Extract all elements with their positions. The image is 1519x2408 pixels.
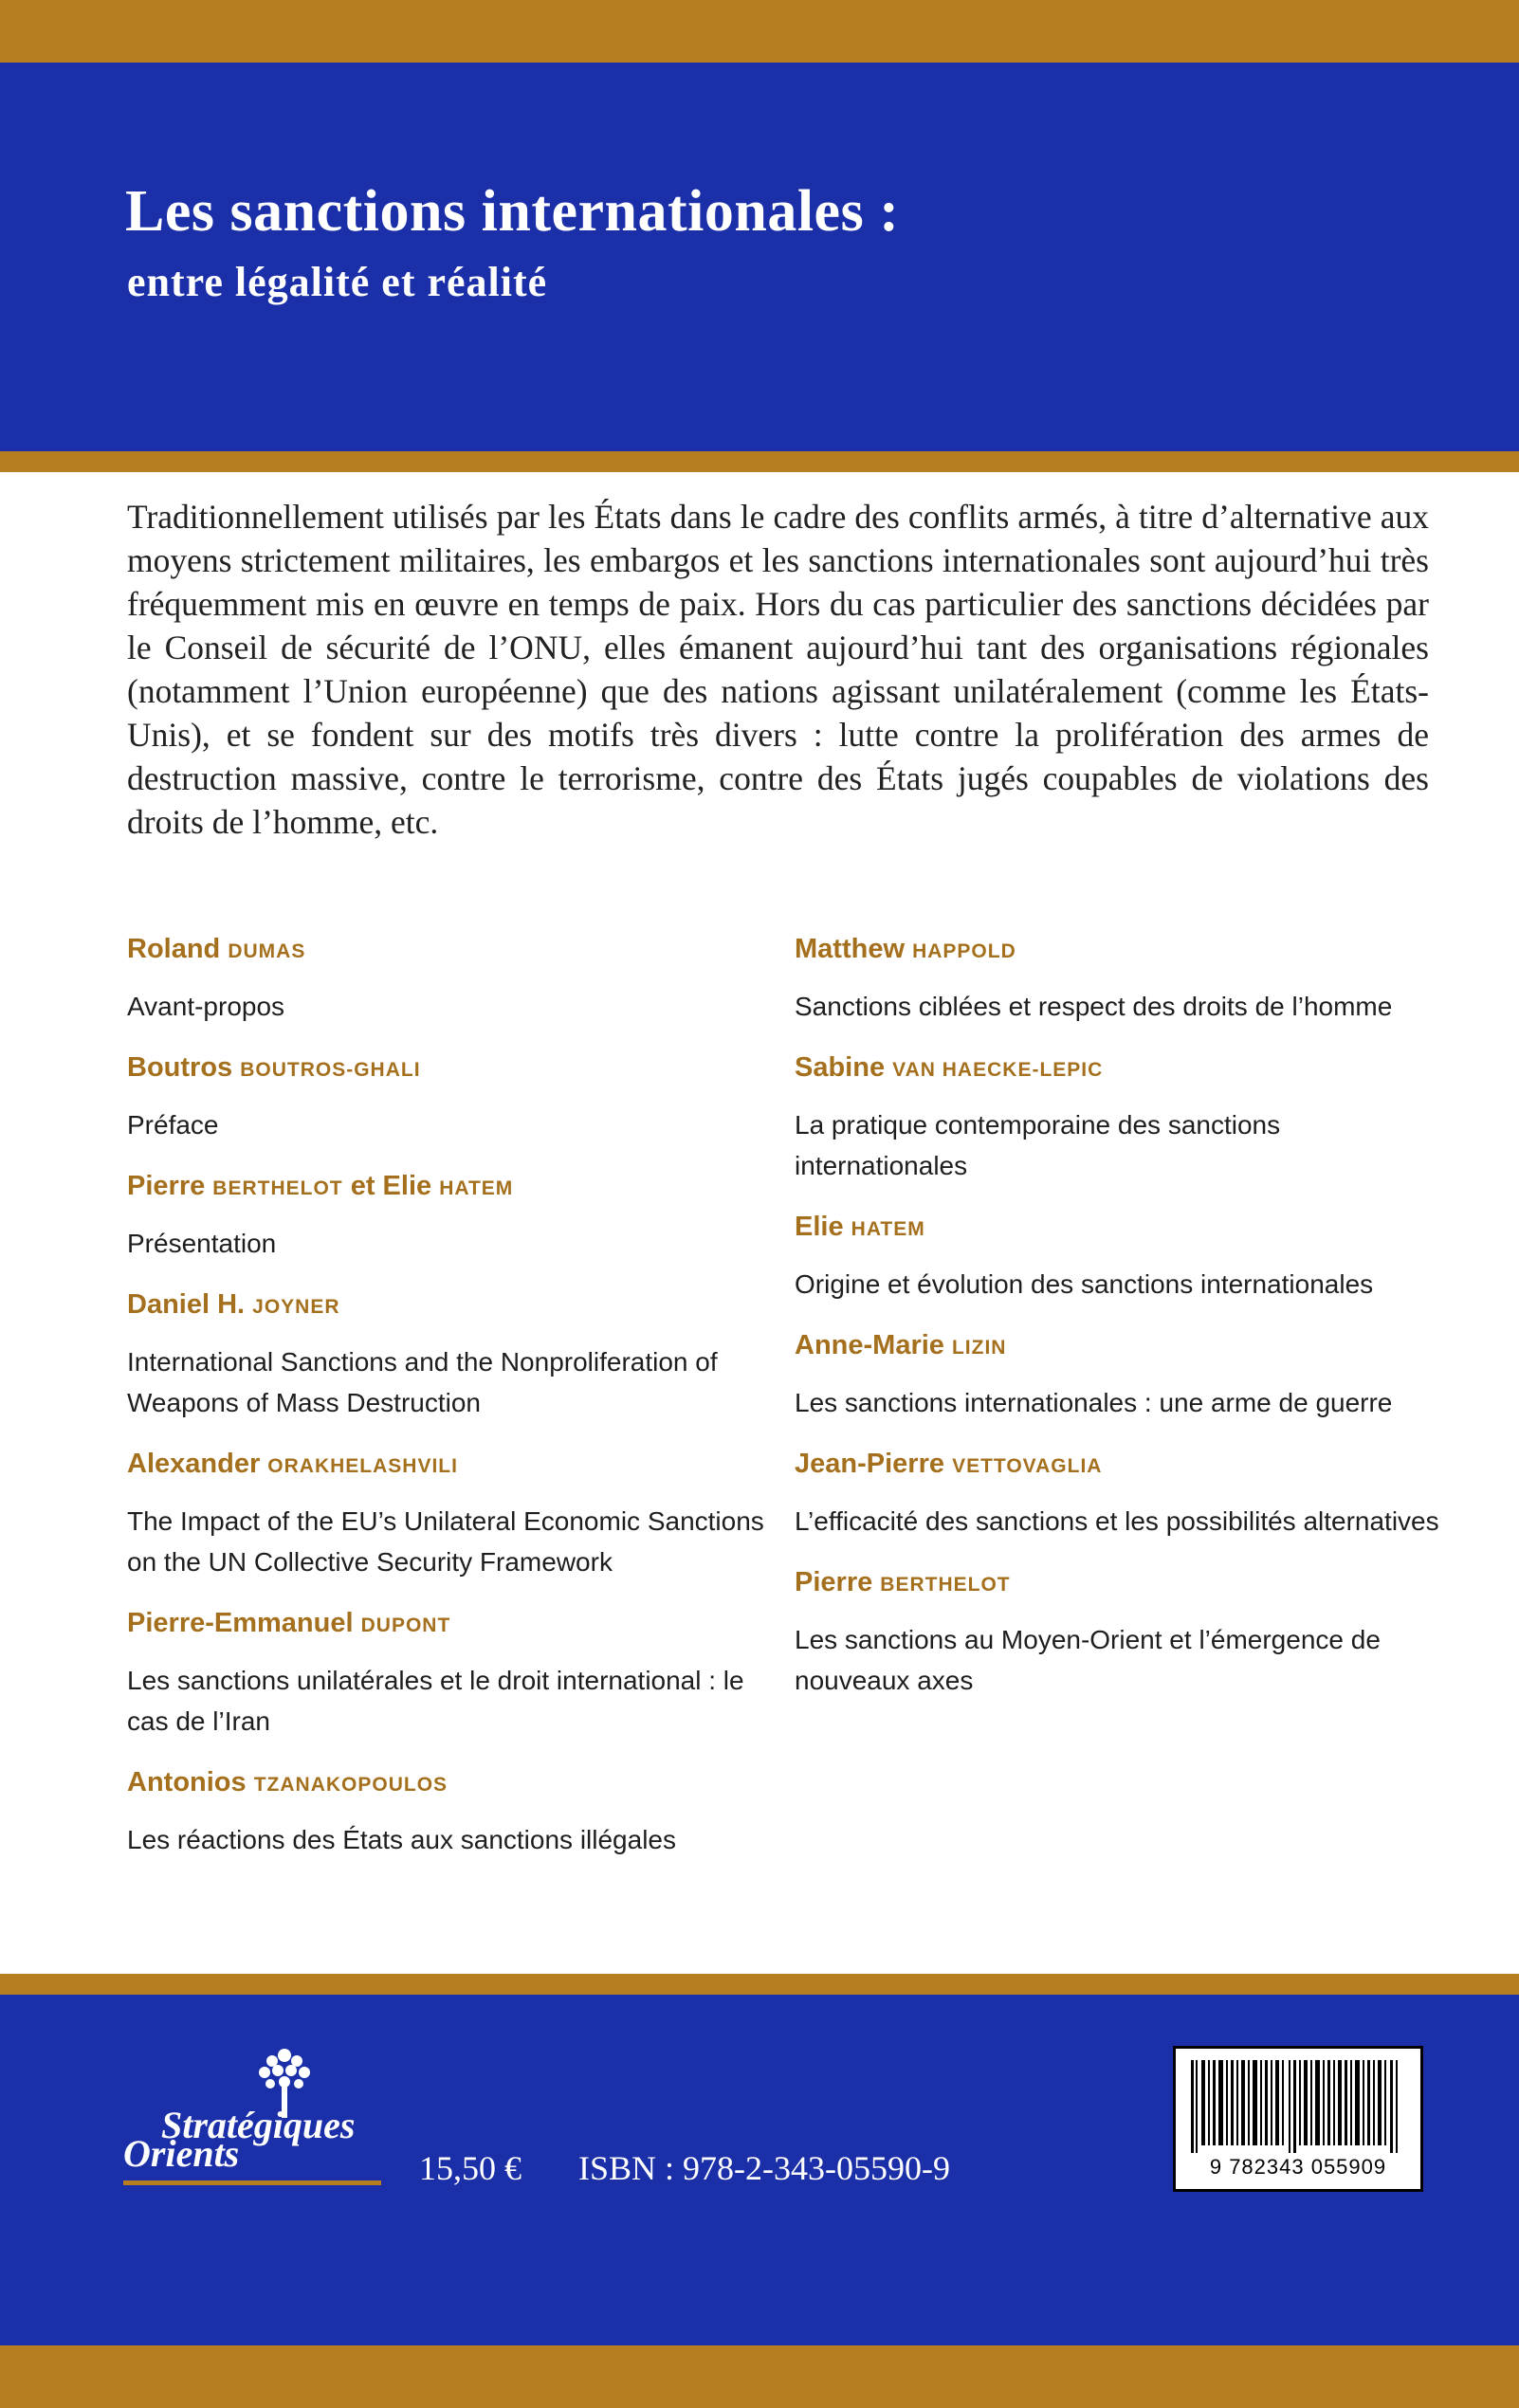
contributor-entry: [795, 1205, 1439, 1323]
contributor-work: Les sanctions internationales : une arme de guerre: [795, 1388, 1393, 1417]
contributor-entry: [127, 1164, 772, 1283]
contributor-name: Daniel H. JOYNER: [127, 1289, 340, 1320]
contributor-name: Pierre-Emmanuel DUPONT: [127, 1608, 451, 1638]
contributor-name: Antonios TZANAKOPOULOS: [127, 1767, 448, 1797]
contributor-work: Les sanctions au Moyen-Orient et l’émergence de nouveaux axes: [795, 1625, 1381, 1695]
contributor-name: Pierre BERTHELOT: [795, 1567, 1011, 1597]
isbn: ISBN : 978-2-343-05590-9: [578, 2149, 950, 2187]
contributor-name: Anne-Marie LIZIN: [795, 1330, 1007, 1360]
top-gold-band: [0, 0, 1519, 63]
book-title: Les sanctions internationales :: [125, 179, 900, 244]
bottom-gold-band: [0, 2345, 1519, 2408]
contributor-name: Alexander ORAKHELASHVILI: [127, 1449, 458, 1479]
barcode-digits: 9 782343 055909: [1209, 2155, 1387, 2179]
book-summary: Traditionnellement utilisés par les États dans le cadre des conflits armés, à titre d’alternative aux moyens strictement militaires, les embargos et les sanctions internationales sont aujourd’hui très fréquemment mis en œuvre en temps de paix. Hors du cas particulier des sanctions décidées par le Conseil de sécurité de l’ONU, elles émanent aujourd’hui tant des organisations régionales (notamment l’Union européenne) que des nations agissant unilatéralement (comme les États-Unis), et se fondent sur des motifs très divers : lutte contre la prolifération des armes de destruction massive, contre le terrorisme, contre des États jugés coupables de violations des droits de l’homme, etc.: [127, 498, 1429, 841]
contributor-name: Sabine VAN HAECKE-LEPIC: [795, 1052, 1104, 1083]
contributor-entry: [127, 1760, 772, 1879]
contributor-work: L’efficacité des sanctions et les possibilités alternatives: [795, 1506, 1439, 1536]
header-gold-band: [0, 451, 1519, 472]
contributor-name: Jean-Pierre VETTOVAGLIA: [795, 1449, 1103, 1479]
contributor-name: Boutros BOUTROS-GHALI: [127, 1052, 421, 1083]
barcode: [1173, 2046, 1423, 2192]
publisher-logo: [123, 2046, 389, 2188]
contributor-name: Matthew HAPPOLD: [795, 934, 1016, 964]
contributor-work: Préface: [127, 1110, 219, 1140]
contributor-entry: [127, 1601, 772, 1760]
contributor-entry: [795, 1442, 1439, 1560]
logo-word-orients: Orients: [123, 2132, 240, 2175]
contributor-entry: [795, 1560, 1439, 1720]
header-panel: [0, 63, 1519, 451]
book-subtitle: entre légalité et réalité: [127, 259, 548, 305]
logo-word-strategiques: Stratégiques: [161, 2104, 356, 2146]
contributor-work: The Impact of the EU’s Unilateral Economic Sanctions on the UN Collective Security Framework: [127, 1506, 764, 1577]
contributor-work: Les réactions des États aux sanctions illégales: [127, 1825, 676, 1854]
contributors-left-column: [127, 927, 772, 1879]
contributor-work: Présentation: [127, 1229, 277, 1258]
barcode-bars: [1187, 2060, 1409, 2153]
contributor-name: Elie HATEM: [795, 1212, 925, 1242]
contributor-entry: [127, 1283, 772, 1442]
contributor-entry: [795, 1046, 1439, 1205]
contributor-work: Avant-propos: [127, 992, 285, 1021]
contributor-entry: [127, 927, 772, 1046]
logo-underline: [123, 2180, 381, 2185]
contributor-work: Les sanctions unilatérales et le droit international : le cas de l’Iran: [127, 1666, 744, 1736]
contributor-work: International Sanctions and the Nonproliferation of Weapons of Mass Destruction: [127, 1347, 718, 1417]
footer-gold-band: [0, 1974, 1519, 1995]
contributor-entry: [127, 1046, 772, 1164]
contributor-name: Roland DUMAS: [127, 934, 306, 964]
contributor-work: La pratique contemporaine des sanctions internationales: [795, 1110, 1281, 1180]
contributor-entry: [795, 927, 1439, 1046]
contributor-entry: [795, 1323, 1439, 1442]
contributor-work: Sanctions ciblées et respect des droits de l’homme: [795, 992, 1393, 1021]
contributor-entry: [127, 1442, 772, 1601]
price: 15,50 €: [419, 2149, 522, 2187]
contributor-work: Origine et évolution des sanctions internationales: [795, 1269, 1374, 1299]
contributor-name: Pierre BERTHELOT et Elie HATEM: [127, 1171, 514, 1201]
contributors-right-column: [795, 927, 1439, 1720]
